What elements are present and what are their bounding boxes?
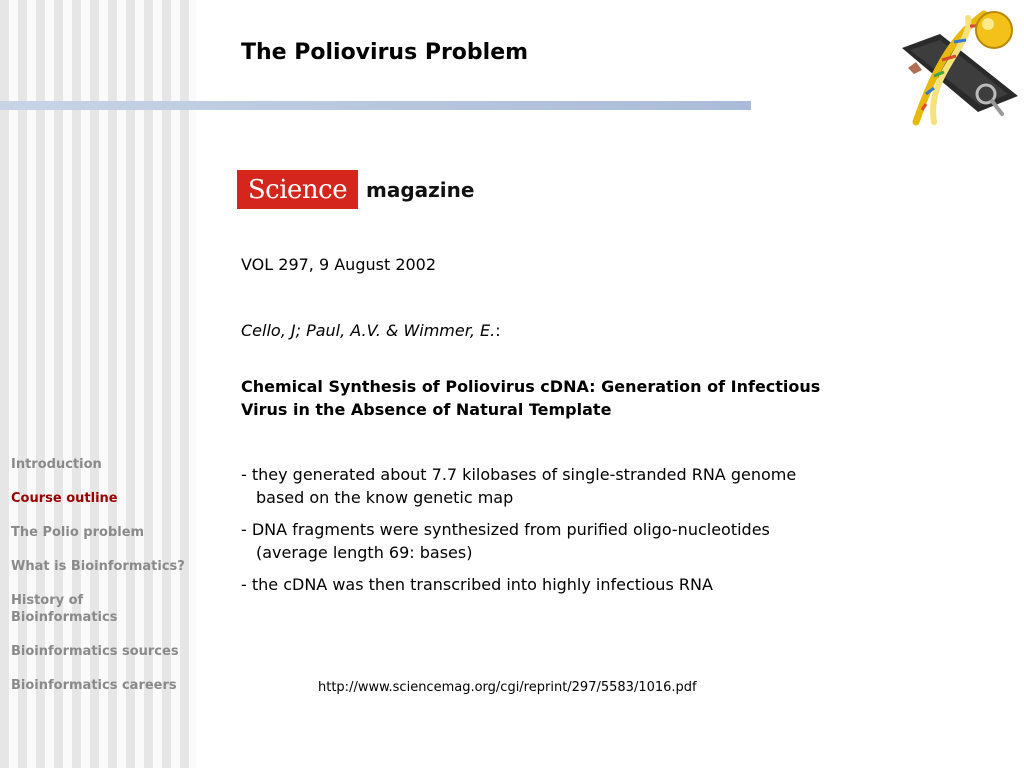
bullet-item: - DNA fragments were synthesized from purified oligo-nucleotides (average length 69: bases) bbox=[241, 520, 770, 562]
paper-title: Chemical Synthesis of Poliovirus cDNA: Generation of Infectious Virus in the Absence of Natural Template bbox=[241, 377, 821, 419]
sidebar-nav bbox=[11, 456, 191, 711]
logo-magazine-text: magazine bbox=[366, 177, 475, 202]
logo-science-text: Science bbox=[237, 170, 358, 209]
volume-date: VOL 297, 9 August 2002 bbox=[241, 255, 437, 274]
slide-title: The Poliovirus Problem bbox=[241, 40, 529, 65]
bullet-item: - the cDNA was then transcribed into highly infectious RNA bbox=[241, 575, 713, 594]
nav-item-introduction[interactable]: Introduction bbox=[11, 457, 102, 472]
dna-helix-magnifier-icon bbox=[896, 4, 1020, 136]
nav-item-polio-problem[interactable]: The Polio problem bbox=[11, 525, 145, 540]
nav-item-history-of-bioinformatics[interactable]: History of Bioinformatics bbox=[11, 593, 118, 625]
nav-item-bioinformatics-careers[interactable]: Bioinformatics careers bbox=[11, 678, 177, 693]
header-rule-bar bbox=[0, 101, 751, 110]
bullet-item: - they generated about 7.7 kilobases of single-stranded RNA genome based on the know genetic map bbox=[241, 465, 797, 507]
paper-url-link[interactable]: http://www.sciencemag.org/cgi/reprint/297/5583/1016.pdf bbox=[318, 680, 697, 695]
nav-item-course-outline[interactable]: Course outline bbox=[11, 491, 118, 506]
summary-bullets bbox=[241, 463, 841, 605]
author-suffix: : bbox=[495, 321, 501, 340]
author-names: Cello, J; Paul, A.V. & Wimmer, E. bbox=[241, 321, 496, 340]
nav-item-what-is-bioinformatics[interactable]: What is Bioinformatics? bbox=[11, 559, 185, 574]
nav-item-bioinformatics-sources[interactable]: Bioinformatics sources bbox=[11, 644, 179, 659]
authors-line bbox=[241, 321, 501, 340]
science-magazine-logo bbox=[237, 170, 487, 209]
